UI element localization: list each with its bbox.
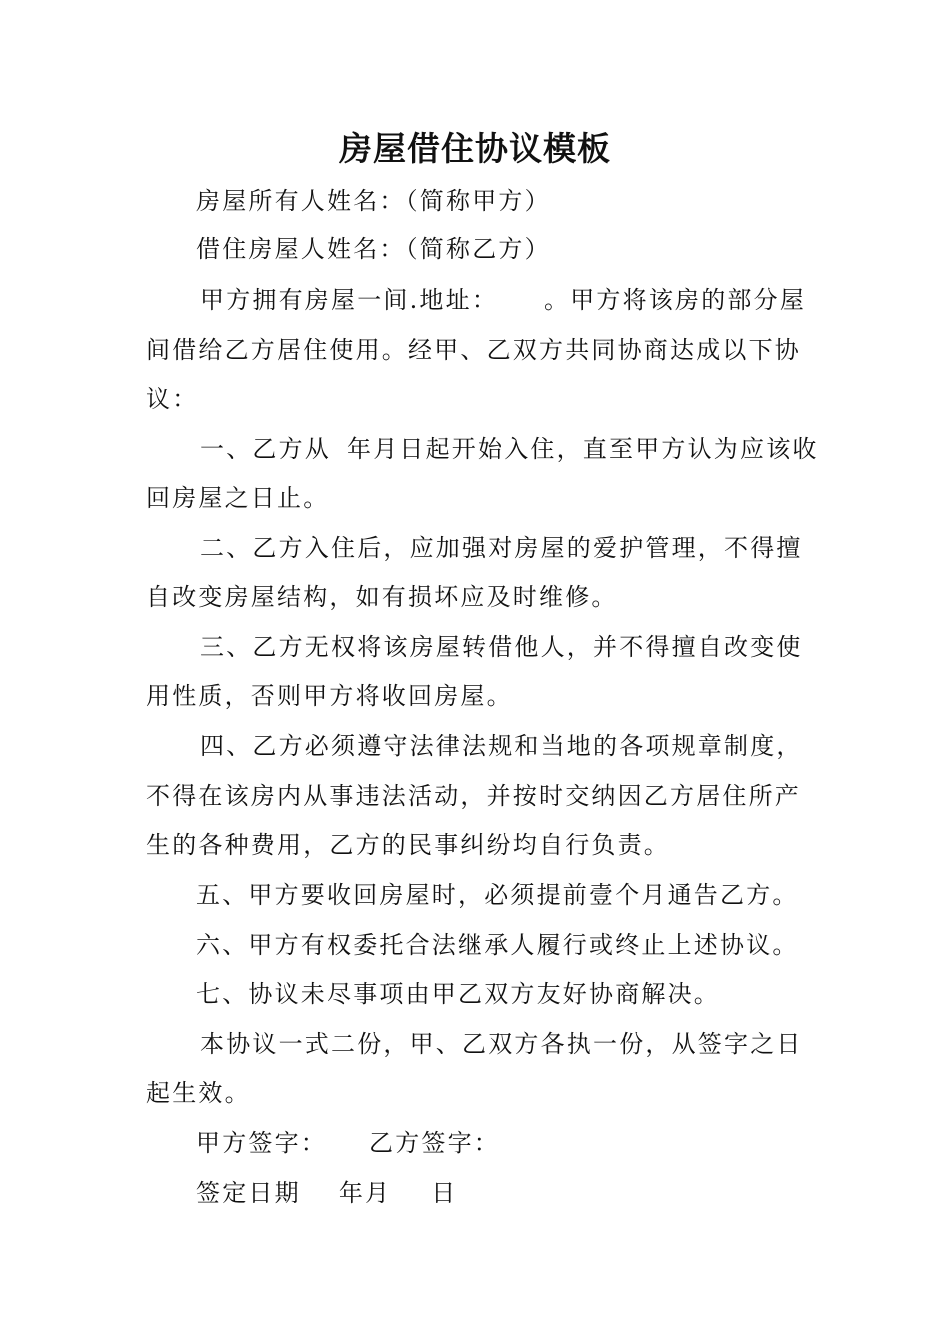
sign-date-line bbox=[196, 1178, 866, 1208]
clause-5-line: 五、甲方要收回房屋时，必须提前壹个月通告乙方。 bbox=[196, 881, 799, 909]
sign-date-year-month: 年月 bbox=[338, 1179, 392, 1207]
copies-line-1: 本协议一式二份，甲、乙双方各执一份，从签字之日 bbox=[200, 1030, 803, 1058]
clause-6-line: 六、甲方有权委托合法继承人履行或终止上述协议。 bbox=[196, 931, 799, 959]
clause-4-line-1: 四、乙方必须遵守法律法规和当地的各项规章制度， bbox=[200, 732, 803, 760]
intro-line-2: 间借给乙方居住使用。经甲、乙双方共同协商达成以下协 bbox=[146, 336, 801, 364]
party-b-signature-label: 乙方签字： bbox=[369, 1129, 500, 1157]
party-a-signature-label: 甲方签字： bbox=[196, 1129, 327, 1157]
clause-2-line-1: 二、乙方入住后，应加强对房屋的爱护管理，不得擅 bbox=[200, 534, 803, 562]
clause-4-line-3: 生的各种费用，乙方的民事纠纷均自行负责。 bbox=[146, 831, 670, 859]
clause-1-line-2: 回房屋之日止。 bbox=[146, 484, 330, 512]
address-line bbox=[200, 285, 870, 315]
address-line-rest: 。甲方将该房的部分屋 bbox=[544, 286, 807, 314]
sign-date-day: 日 bbox=[431, 1179, 458, 1207]
clause-1-rest: 年月日起开始入住，直至甲方认为应该收 bbox=[347, 435, 819, 463]
clause-4-line-2: 不得在该房内从事违法活动，并按时交纳因乙方居住所产 bbox=[146, 782, 801, 810]
intro-line-3: 议： bbox=[146, 385, 199, 413]
owner-name-line: 房屋所有人姓名：（简称甲方） bbox=[196, 187, 551, 215]
clause-2-line-2: 自改变房屋结构，如有损坏应及时维修。 bbox=[146, 583, 618, 611]
borrower-name-line: 借住房屋人姓名：（简称乙方） bbox=[196, 235, 551, 263]
address-label: 甲方拥有房屋一间.地址： bbox=[200, 286, 499, 314]
document-title: 房屋借住协议模板 bbox=[339, 129, 611, 168]
clause-1-start: 一、乙方从 bbox=[200, 435, 331, 463]
signature-line bbox=[196, 1128, 866, 1158]
copies-line-2: 起生效。 bbox=[146, 1079, 251, 1107]
clause-3-line-1: 三、乙方无权将该房屋转借他人，并不得擅自改变使 bbox=[200, 633, 803, 661]
sign-date-label: 签定日期 bbox=[196, 1179, 301, 1207]
clause-1-line-1 bbox=[200, 434, 870, 464]
clause-3-line-2: 用性质，否则甲方将收回房屋。 bbox=[146, 682, 513, 710]
clause-7-line: 七、协议未尽事项由甲乙双方友好协商解决。 bbox=[196, 980, 720, 1008]
